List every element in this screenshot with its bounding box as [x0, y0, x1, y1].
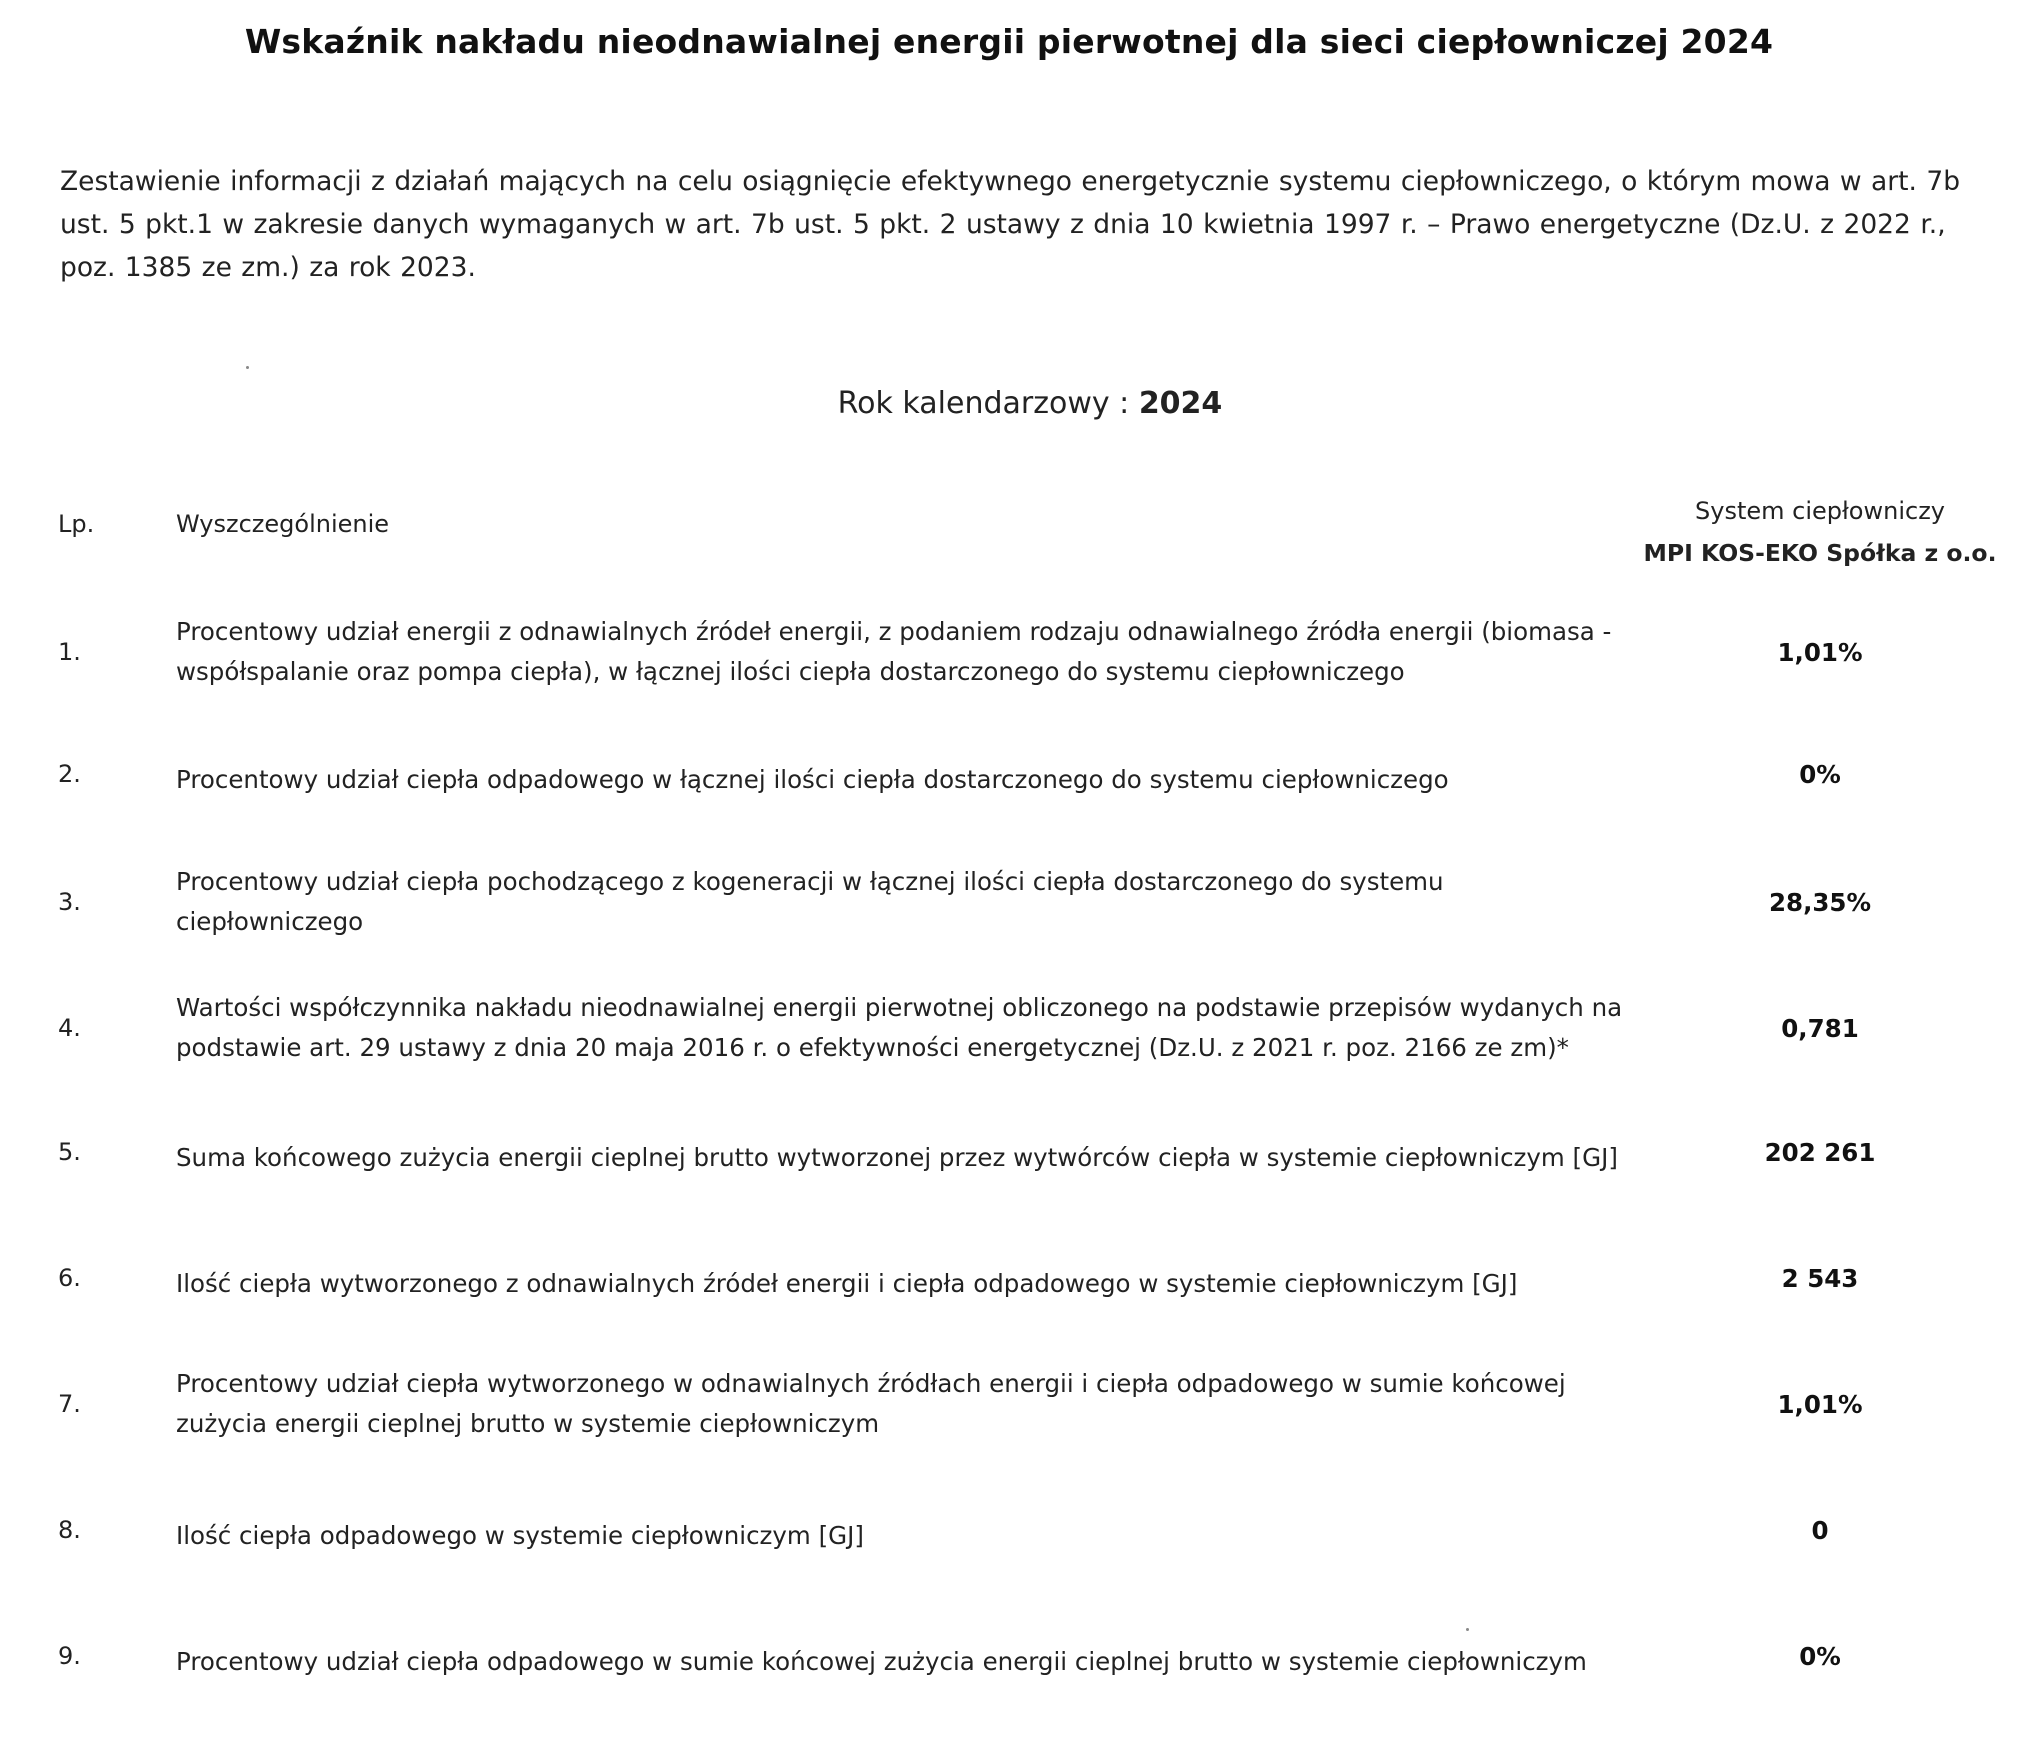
- row-value: 1,01%: [1777, 1390, 1863, 1419]
- intro-paragraph: [60, 160, 1995, 289]
- row-description-line: Procentowy udział energii z odnawialnych źródeł energii, z podaniem rodzaju odnawialnego źródła energii (biomasa -: [176, 617, 1612, 646]
- header-lp: Lp.: [58, 510, 95, 538]
- row-number: 7.: [58, 1390, 81, 1418]
- row-number: 4.: [58, 1014, 81, 1042]
- header-system-label: System ciepłowniczy: [1695, 497, 1945, 525]
- header-company-name: MPI KOS-EKO Spółka z o.o.: [1643, 539, 1997, 567]
- row-number: 3.: [58, 888, 81, 916]
- row-number: 1.: [58, 638, 81, 666]
- row-description: [176, 1138, 1636, 1178]
- calendar-year-value: 2024: [1138, 386, 1223, 421]
- row-value: 202 261: [1764, 1138, 1876, 1167]
- row-description: [176, 1642, 1636, 1682]
- row-description-line: zużycia energii cieplnej brutto w systemie ciepłowniczym: [176, 1409, 880, 1438]
- row-description-line: Procentowy udział ciepła odpadowego w łącznej ilości ciepła dostarczonego do systemu ciepłowniczego: [176, 765, 1449, 794]
- row-description-line: Wartości współczynnika nakładu nieodnawialnej energii pierwotnej obliczonego na podstawie przepisów wydanych na: [176, 993, 1623, 1022]
- row-number: 5.: [58, 1138, 81, 1166]
- row-number: 6.: [58, 1264, 81, 1292]
- row-number: 2.: [58, 760, 81, 788]
- row-description-line: podstawie art. 29 ustawy z dnia 20 maja 2016 r. o efektywności energetycznej (Dz.U. z 2021 r. poz. 2166 ze zm)*: [176, 1033, 1569, 1062]
- row-value: 28,35%: [1768, 888, 1872, 917]
- calendar-year-line: [0, 386, 2018, 421]
- row-description: [176, 862, 1636, 942]
- row-description-line: Procentowy udział ciepła wytworzonego w odnawialnych źródłach energii i ciepła odpadowego w sumie końcowej: [176, 1369, 1566, 1398]
- intro-line: poz. 1385 ze zm.) za rok 2023.: [60, 252, 476, 283]
- row-description: [176, 1264, 1636, 1304]
- document-title: Wskaźnik nakładu nieodnawialnej energii pierwotnej dla sieci ciepłowniczej 2024: [244, 22, 1774, 61]
- row-description-line: Procentowy udział ciepła pochodzącego z kogeneracji w łącznej ilości ciepła dostarczonego do systemu: [176, 867, 1444, 896]
- calendar-year-label: Rok kalendarzowy :: [837, 386, 1130, 421]
- row-description: [176, 988, 1636, 1068]
- row-value: 2 543: [1781, 1264, 1859, 1293]
- row-description: [176, 612, 1636, 692]
- row-value: 0,781: [1781, 1014, 1859, 1043]
- row-description-line: współspalanie oraz pompa ciepła), w łącznej ilości ciepła dostarczonego do systemu ciepłowniczego: [176, 657, 1405, 686]
- row-description-line: Suma końcowego zużycia energii cieplnej brutto wytworzonej przez wytwórców ciepła w systemie ciepłowniczym [GJ]: [176, 1143, 1618, 1172]
- row-description-line: ciepłowniczego: [176, 907, 364, 936]
- row-number: 9.: [58, 1642, 81, 1670]
- row-value: 0%: [1799, 1642, 1841, 1671]
- header-system: [1620, 490, 2018, 574]
- row-value: 1,01%: [1777, 638, 1863, 667]
- intro-line: Zestawienie informacji z działań mających na celu osiągnięcie efektywnego energetycznie systemu ciepłowniczego, o którym mowa w art. 7b: [60, 166, 1961, 197]
- row-description: [176, 760, 1636, 800]
- intro-line: ust. 5 pkt.1 w zakresie danych wymaganych w art. 7b ust. 5 pkt. 2 ustawy z dnia 10 kwietnia 1997 r. – Prawo energetyczne (Dz.U. z 2022 r.,: [60, 209, 1946, 240]
- header-description: Wyszczególnienie: [176, 510, 390, 538]
- row-number: 8.: [58, 1516, 81, 1544]
- row-description-line: Ilość ciepła odpadowego w systemie ciepłowniczym [GJ]: [176, 1521, 864, 1550]
- row-description-line: Ilość ciepła wytworzonego z odnawialnych źródeł energii i ciepła odpadowego w systemie ciepłowniczym [GJ]: [176, 1269, 1518, 1298]
- row-value: 0: [1811, 1516, 1829, 1545]
- scan-speck: [246, 366, 249, 369]
- row-description-line: Procentowy udział ciepła odpadowego w sumie końcowej zużycia energii cieplnej brutto w systemie ciepłowniczym: [176, 1647, 1587, 1676]
- row-description: [176, 1516, 1636, 1556]
- scan-speck: [1466, 1628, 1469, 1631]
- row-description: [176, 1364, 1636, 1444]
- row-value: 0%: [1799, 760, 1841, 789]
